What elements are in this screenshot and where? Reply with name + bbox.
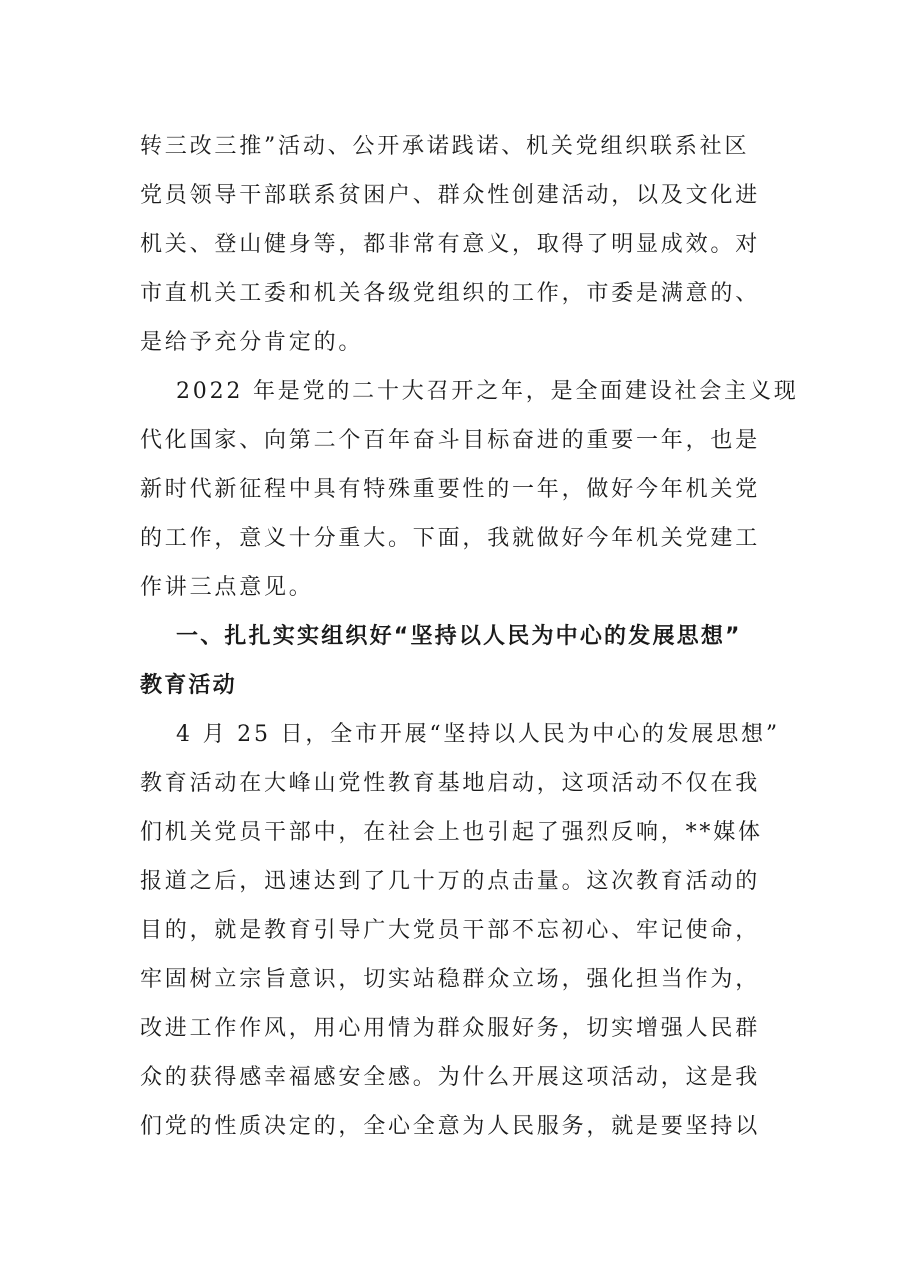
paragraph-1 (140, 122, 780, 367)
text-line: 众的获得感幸福感安全感。为什么开展这项活动，这是我 (140, 1065, 761, 1090)
text-line: 2022 年是党的二十大召开之年，是全面建设社会主义现 (176, 379, 799, 404)
text-line: 新时代新征程中具有特殊重要性的一年，做好今年机关党 (140, 477, 761, 502)
text-line: 作讲三点意见。 (140, 575, 314, 600)
text-line: 机关、登山健身等，都非常有意义，取得了明显成效。对 (140, 232, 761, 257)
text-line: 是给予充分肯定的。 (140, 330, 364, 355)
heading-line: 一、扎扎实实组织好“坚持以人民为中心的发展思想” (176, 624, 742, 649)
heading-line: 教育活动 (140, 673, 237, 698)
text-line: 市直机关工委和机关各级党组织的工作，市委是满意的、 (140, 281, 761, 306)
text-line: 改进工作作风，用心用情为群众服好务，切实增强人民群 (140, 1016, 761, 1041)
text-line: 代化国家、向第二个百年奋斗目标奋进的重要一年，也是 (140, 428, 761, 453)
text-line: 们机关党员干部中，在社会上也引起了强烈反响，**媒体 (140, 820, 763, 845)
section-heading-1 (140, 612, 780, 710)
text-line: 4 月 25 日，全市开展“坚持以人民为中心的发展思想” (176, 722, 780, 747)
text-line: 教育活动在大峰山党性教育基地启动，这项活动不仅在我 (140, 771, 761, 796)
text-line: 转三改三推”活动、公开承诺践诺、机关党组织联系社区 (140, 134, 750, 159)
text-line: 牢固树立宗旨意识，切实站稳群众立场，强化担当作为， (140, 967, 761, 992)
text-line: 目的，就是教育引导广大党员干部不忘初心、牢记使命， (140, 918, 761, 943)
paragraph-3 (140, 710, 780, 1151)
document-body (140, 122, 799, 1151)
text-line: 党员领导干部联系贫困户、群众性创建活动，以及文化进 (140, 183, 761, 208)
text-line: 的工作，意义十分重大。下面，我就做好今年机关党建工 (140, 526, 761, 551)
text-line: 报道之后，迅速达到了几十万的点击量。这次教育活动的 (140, 869, 761, 894)
text-line: 们党的性质决定的，全心全意为人民服务，就是要坚持以 (140, 1114, 761, 1139)
paragraph-2 (140, 367, 799, 612)
